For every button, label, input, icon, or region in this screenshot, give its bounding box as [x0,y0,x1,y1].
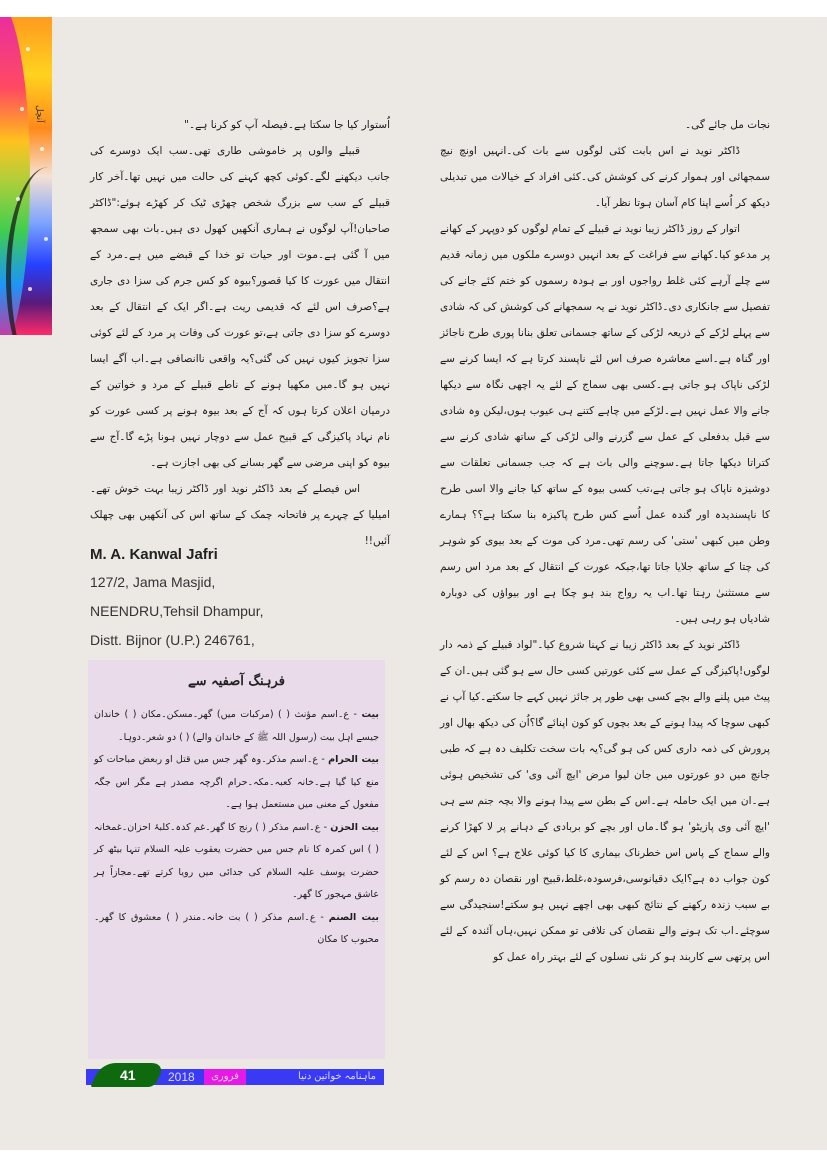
glossary-entry [94,749,379,817]
glossary-definition: - ع۔اسم مذکر ( ) بت خانہ۔مندر ( ) معشوق کا گھر۔محبوب کا مکان [94,911,379,945]
address-line: 127/2, Jama Masjid, [90,574,216,590]
page-number-tab [90,1063,165,1087]
right-text-column [440,112,770,970]
paragraph: اُستوار کیا جا سکتا ہے۔فیصلہ آپ کو کرنا ہے۔" [184,119,390,131]
glossary-entry [94,907,379,952]
glossary-term: بیت الصنم [328,911,379,923]
glossary-term: بیت الحزن [330,821,379,833]
address-line: NEENDRU,Tehsil Dhampur, [90,603,264,619]
author-name: M. A. Kanwal Jafri [90,546,218,563]
sparkle-icon [20,107,24,111]
page-footer-band [86,1069,384,1085]
author-signature [90,542,390,655]
glossary-term: بیت [361,709,379,720]
page-number: 41 [120,1067,136,1083]
glossary-term: بیت الحرام [328,754,380,765]
glossary-definition: - ع۔اسم مذکر ( ) رنج کا گھر۔غم کدہ۔کلبۂ احزان۔غمخانہ ( ) اس کمرہ کا نام جس میں حضرت یعقوب علیہ السلام تنہا بیٹھ کر حضرت یوسف علیہ السلام کی جدائی میں رویا کرتے تھے۔مجازاً ہر عاشق مہجور کا گھر۔ [94,821,379,900]
glossary-entries [88,700,385,952]
glossary-title: فرہنگ آصفیہ سے [188,674,285,689]
paragraph: ڈاکٹر نوید کے بعد ڈاکٹر زیبا نے کہنا شروع کیا۔"لواد قبیلے کے ذمہ دار لوگوں!پاکیزگی کے عمل سے کئی عورتیں کسی حال سے ہو گئی ہیں۔ان کے پیٹ میں پلنے والے بچے کسی بھی طور پر جائز نہیں کہے جا سکتے۔کیا آپ نے کبھی سوچا کہ پیدا ہونے کے بعد بچوں کو کون اپنائے گا؟اُن کی دیکھ بھال اور پرورش کی ذمہ داری کس کی ہو گی؟یہ بات سخت تکلیف دہ ہے کہ طبی جانچ میں دو عورتوں میں جان لیوا مرض 'ایچ آئی وی' کی تشخیص ہوئی ہے۔ان میں ایک حاملہ ہے۔اس کے بطن سے پیدا ہونے والا بچہ جنم سے ہی 'ایچ آئی وی پازیٹو' ہو گا۔ماں اور بچے کو بربادی کے دہانے پر لا کھڑا کرنے والے سماج کے پاس اس خطرناک بیماری کا کیا کوئی علاج ہے؟ اس کے لئے کون جواب دہ ہے؟ایک دقیانوسی،فرسودہ،غلط،قبیح اور نقصان دہ رسم کو بے سبب زندہ رکھنے کے نتائج کبھی بھی اچھے نہیں ہو سکتے!سنجیدگی سے سوچئے۔اب تک ہونے والے نقصان کی تلافی تو ممکن نہیں،ہاں آئندہ کے لئے اس پرتھی سے کاربند ہو کر نئی نسلوں کے لئے بہتر راہ عمل کو [440,639,770,963]
paragraph: نجات مل جائے گی۔ [684,119,770,131]
sparkle-icon [44,237,48,241]
issue-month: فروری [204,1069,246,1085]
paragraph: قبیلے والوں پر خاموشی طاری تھی۔سب ایک دوسرے کی جانب دیکھنے لگے۔کوئی کچھ کہنے کی حالت میں نہیں تھا۔آخر کار قبیلے کے سب سے بزرگ شخص چھڑی ٹیک کر کھڑے ہوئے:"ڈاکٹر صاحبان!آپ لوگوں نے ہماری آنکھیں کھول دی ہیں۔بات بھی سمجھ میں آ گئی ہے۔موت اور حیات تو خدا کے قبضے میں ہے۔مرد کے انتقال میں عورت کا کیا قصور؟بیوہ کو کس جرم کی سزا دی جاری ہے؟صرف اس لئے کہ قدیمی ریت ہے۔اگر ایک کے انتقال کے بعد دوسرے کو سزا دی جاتی ہے،تو عورت کی وفات پر مرد کے لئے کوئی سزا تجویز کیوں نہیں کی گئی؟یہ واقعی ناانصافی ہے۔اب آگے ایسا نہیں ہو گا۔میں مکھیا ہونے کے ناطے قبیلے کے مرد و خواتین کے درمیان اعلان کرتا ہوں کہ آج کے بعد بیوہ ہونے پر کسی عورت کو نام نہاد پاکیزگی کے قبیح عمل سے دوچار نہیں ہونا پڑے گا۔آج سے بیوہ کو اپنی مرضی سے گھر بسانے کی بھی اجازت ہے۔ [90,145,390,469]
magazine-logo-mark: آنچل [34,105,44,123]
glossary-box [88,660,385,1059]
sparkle-icon [16,197,20,201]
paragraph: اتوار کے روز ڈاکٹر زیبا نوید نے قبیلے کے تمام لوگوں کو دوپہر کے کھانے پر مدعو کیا۔کھانے سے فراغت کے بعد انہیں دوسرے ملکوں میں زمانہ قدیم سے چلے آرہے کئی غلط رواجوں اور بے ہودہ رسموں کو ختم کئے جانے کی تفصیل سے جانکاری دی۔ڈاکٹر نوید نے یہ سمجھانے کی کوشش کی کہ شادی سے پہلے لڑکے کے ذریعہ لڑکی کے ساتھ جسمانی تعلق بنانا پوری طرح ناجائز اور گناہ ہے۔اسے معاشرہ صرف اس لئے ناپسند کرتا ہے کہ ایسا کرنے سے لڑکی ناپاک ہو جاتی ہے۔کسی بھی سماج کے لئے یہ اچھی نگاہ سے دیکھا جانے والا عمل نہیں ہے۔لڑکے میں چاہے کتنے ہی عیوب ہوں،لیکن وہ شادی سے قبل بدفعلی کے عمل سے گزرنے والی لڑکی کے ساتھ شادی کرنے سے کتراتا دیکھا جاتا ہے۔سوچنے والی بات ہے کہ جب جسمانی تعلقات سے دوشیزہ ناپاک ہو جاتی ہے،تب کسی بیوہ کے ساتھ کیا جانے والا اسی طرح کا ناپسندیدہ اور گندہ عمل اُسے کس طرح پاکیزہ بنا سکتا ہے؟؟ ہمارے وطن میں کبھی 'ستی' کی رسم تھی۔مرد کی موت کے بعد بیوی کو شوہر کی چتا کے ساتھ جلایا جاتا تھا،جبکہ عورت کے انتقال کے بعد مرد اس رسم سے مستثنیٰ رہتا تھا۔اب یہ رواج بند ہو چکا ہے اور بیواؤں کی دوبارہ شادیاں ہو رہی ہیں۔ [440,223,770,625]
paragraph: اس فیصلے کے بعد ڈاکٹر نوید اور ڈاکٹر زیبا بہت خوش تھے۔امیلیا کے چہرے پر فاتحانہ چمک کے ساتھ اس کی آنکھیں بھی چھلک آئیں!! [90,483,390,547]
sparkle-icon [26,47,30,51]
glossary-definition: - ع۔اسم مذکر۔وہ گھر جس میں قتل او ربعض مباحات کو منع کیا گیا ہے۔خانہ کعبہ۔مکہ۔حرام اگرچہ مصدر ہے مگر اس جگہ مفعول کے معنی میں مستعمل ہوا ہے۔ [94,754,379,810]
decorative-rainbow-strip [0,17,52,335]
glossary-entry [94,817,379,907]
sparkle-icon [40,147,44,151]
glossary-definition: - ع۔اسم مؤنث ( ) (مرکبات میں) گھر۔مسکن۔مکان ( ) خاندان جیسے اہل بیت (رسول اللہ ﷺ کے خاندان والے) ( ) دو شعر۔دوہا۔ [94,709,379,743]
sparkle-icon [28,287,32,291]
left-text-column [90,112,390,554]
magazine-name: ماہنامہ خواتین دنیا [298,1071,376,1082]
paragraph: ڈاکٹر نوید نے اس بابت کئی لوگوں سے بات کی۔انہیں اونچ نیچ سمجھائی اور ہموار کرنے کی کوشش کی۔کئی افراد کے خیالات میں تبدیلی دیکھ کر اُسے اپنا کام آسان ہوتا نظر آیا۔ [440,145,770,209]
issue-year: 2018 [168,1070,195,1084]
address-line: Distt. Bijnor (U.P.) 246761, [90,632,255,648]
glossary-entry [94,704,379,749]
